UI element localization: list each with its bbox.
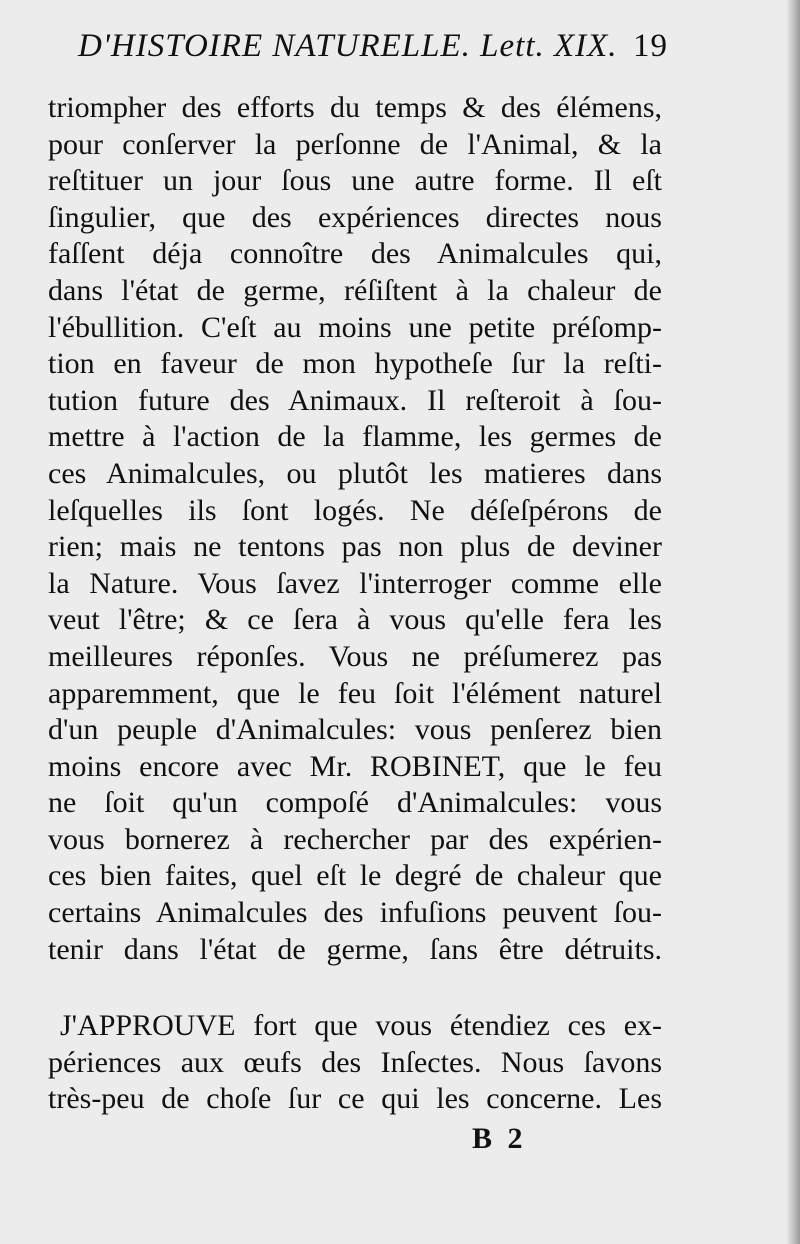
text-line: ces Animalcules, ou plutôt les matieres dans (48, 456, 662, 490)
text-line: tution future des Animaux. Il reſteroit à ſou- (48, 383, 662, 417)
paragraph-gap (48, 968, 662, 1008)
text-line: pour conſerver la perſonne de l'Animal, & la (48, 127, 662, 161)
text-line: dans l'état de germe, réſiſtent à la chaleur de (48, 273, 662, 307)
signature-mark: B 2 (472, 1122, 527, 1155)
text-line: certains Animalcules des infuſions peuvent ſou- (48, 896, 662, 930)
text-line: ne ſoit qu'un compoſé d'Animalcules: vous (48, 786, 662, 820)
text-line: tenir dans l'état de germe, ſans être détruits. (48, 932, 662, 966)
text-line: triompher des efforts du temps & des élémens, (48, 91, 662, 124)
text-line: ces bien faites, quel eſt le degré de chaleur que (48, 859, 662, 893)
text-line: l'ébullition. C'eſt au moins une petite préſomp- (48, 310, 662, 344)
running-head-title: D'HISTOIRE NATURELLE. Lett. XIX. (78, 28, 618, 64)
text-line: mettre à l'action de la flamme, les germes de (48, 420, 662, 454)
text-line: périences aux œufs des Inſectes. Nous ſavons (48, 1045, 662, 1079)
body-text (48, 90, 662, 1118)
text-line: vous bornerez à rechercher par des expérien- (48, 822, 662, 856)
running-head (78, 28, 668, 74)
page-number: 19 (633, 28, 668, 64)
text-line: reſtituer un jour ſous une autre forme. Il eſt (48, 164, 662, 198)
text-line: d'un peuple d'Animalcules: vous penſerez bien (48, 713, 662, 747)
text-line: veut l'être; & ce ſera à vous qu'elle fera les (48, 603, 662, 637)
text-line: J'APPROUVE fort que vous étendiez ces ex- (60, 1009, 662, 1043)
text-line: moins encore avec Mr. ROBINET, que le feu (48, 749, 662, 783)
text-line: tion en faveur de mon hypotheſe ſur la reſti- (48, 347, 662, 381)
text-line: la Nature. Vous ſavez l'interroger comme elle (48, 566, 662, 600)
text-line: rien; mais ne tentons pas non plus de deviner (48, 530, 662, 564)
text-line: leſquelles ils ſont logés. Ne déſeſpérons de (48, 493, 662, 527)
text-line: très-peu de choſe ſur ce qui les concerne. Les (48, 1082, 662, 1116)
page-edge-shadow (786, 0, 800, 1244)
text-line: faſſent déja connoître des Animalcules qui, (48, 237, 662, 271)
text-line: apparemment, que le feu ſoit l'élément naturel (48, 676, 662, 710)
text-line: meilleures réponſes. Vous ne préſumerez pas (48, 639, 662, 673)
text-line: ſingulier, que des expériences directes nous (48, 200, 662, 234)
